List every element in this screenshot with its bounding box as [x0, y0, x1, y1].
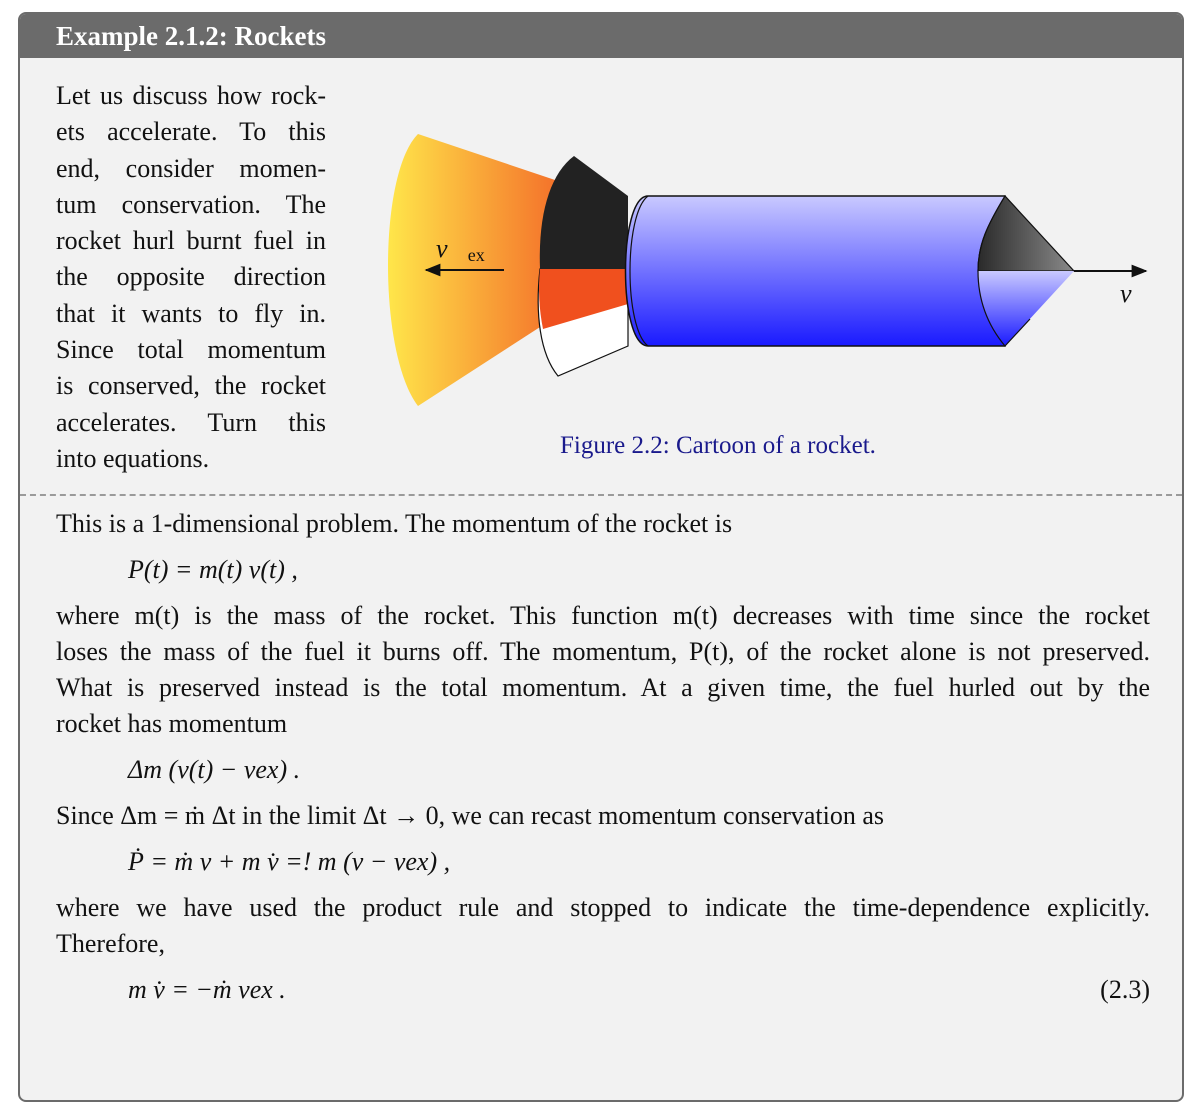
figure-caption: Figure 2.2: Cartoon of a rocket. — [560, 432, 876, 459]
paragraph-line: Therefore, — [56, 929, 165, 958]
paragraph-line: where we have used the product rule and stopped to indicate the time-dependence explicitly. — [56, 893, 1150, 922]
exhaust-label-v: v⃗ — [436, 234, 468, 263]
solution-paragraph-3: Since Δm = ṁ Δt in the limit Δt → 0, we can recast momentum conservation as — [56, 801, 885, 830]
intro-line: the opposite direction — [56, 262, 326, 292]
velocity-label: v⃗ — [1120, 279, 1152, 308]
solution-paragraph-2 — [56, 598, 1150, 742]
equation-number: (2.3) — [1100, 975, 1150, 1004]
example-box — [18, 12, 1184, 1102]
paragraph-line: What is preserved instead is the total momentum. At a given time, the fuel hurled out by the — [56, 673, 1150, 702]
paragraph-line: loses the mass of the fuel it burns off. The momentum, P(t), of the rocket alone is not preserved. — [56, 637, 1150, 666]
intro-line: that it wants to fly in. — [56, 298, 326, 328]
intro-line: accelerates. Turn this — [56, 407, 326, 437]
intro-text — [56, 78, 326, 477]
paragraph-line: where m(t) is the mass of the rocket. This function m(t) decreases with time since the rocket — [56, 601, 1150, 630]
intro-line: is conserved, the rocket — [56, 371, 326, 401]
intro-line: ets accelerate. To this — [56, 117, 326, 147]
intro-line: Since total momentum — [56, 335, 326, 365]
solution-paragraph-4 — [56, 890, 1150, 962]
dashed-divider — [20, 494, 1182, 496]
intro-line: into equations. — [56, 443, 210, 473]
nozzle-upper — [540, 156, 628, 269]
intro-line: Let us discuss how rock- — [56, 81, 326, 110]
exhaust-label-sub: ex — [467, 245, 485, 265]
intro-line: tum conservation. The — [56, 189, 326, 219]
equation-rocket-body: m v̇ = −ṁ vex . — [128, 975, 286, 1004]
rocket-body — [626, 196, 1006, 346]
solution-text — [56, 506, 1150, 1018]
equation-rocket — [56, 962, 1150, 1018]
rocket-figure — [350, 114, 1170, 414]
equation-momentum: P(t) = m(t) v(t) , — [128, 555, 298, 584]
solution-paragraph-1: This is a 1-dimensional problem. The momentum of the rocket is — [56, 509, 733, 538]
example-title: Example 2.1.2: Rockets — [20, 14, 1182, 58]
paragraph-line: rocket has momentum — [56, 709, 288, 738]
equation-fuel-momentum: Δm (v(t) − vex) . — [128, 755, 301, 784]
equation-conservation: Ṗ = ṁ v + m v̇ =! m (v − vex) , — [128, 847, 451, 876]
intro-line: end, consider momen- — [56, 153, 326, 183]
intro-line: rocket hurl burnt fuel in — [56, 226, 326, 256]
